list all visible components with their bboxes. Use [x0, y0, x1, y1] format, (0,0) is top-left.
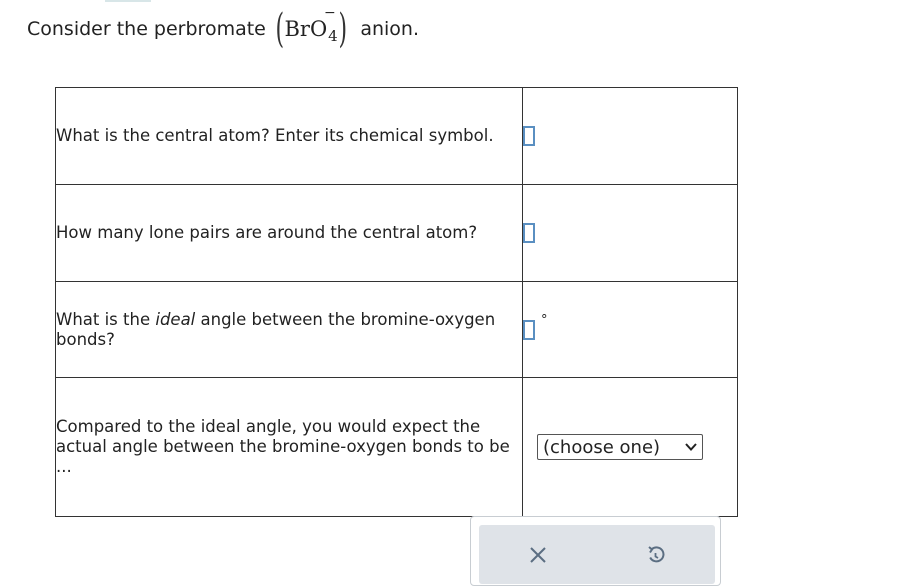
question-table: [55, 87, 738, 517]
undo-icon: [645, 544, 667, 566]
answer-toolbar: [470, 516, 721, 586]
ideal-angle-input[interactable]: [523, 320, 535, 340]
formula-open-paren: (: [275, 6, 284, 52]
select-value: (choose one): [543, 436, 661, 458]
formula-main: BrO: [284, 17, 328, 41]
chevron-down-icon: [684, 442, 698, 452]
question-text: angle between the bromine-oxygen bonds?: [56, 309, 496, 349]
perbromate-formula: [272, 5, 350, 52]
clear-button[interactable]: [479, 525, 597, 584]
question-prefix: Consider the perbromate: [27, 18, 266, 40]
row-question: What is the central atom? Enter its chemical symbol.: [56, 88, 523, 185]
row-question: Compared to the ideal angle, you would expect the actual angle between the bromine-oxygen bonds to be ...: [56, 378, 523, 517]
lone-pairs-input[interactable]: [523, 223, 535, 243]
row-question: How many lone pairs are around the central atom?: [56, 185, 523, 282]
formula-close-paren: ): [338, 6, 347, 52]
degree-unit: °: [541, 313, 548, 329]
angle-comparison-select[interactable]: [537, 434, 703, 460]
row-answer: [523, 282, 738, 378]
x-icon: [527, 544, 549, 566]
undo-button[interactable]: [597, 525, 715, 584]
formula-subscript: 4: [328, 27, 338, 45]
question-suffix: anion.: [360, 18, 419, 40]
formula-charge: −: [323, 5, 336, 21]
table-row: [56, 88, 738, 185]
row-answer: [523, 185, 738, 282]
question-prompt: [27, 6, 419, 52]
table-row: [56, 378, 738, 517]
toolbar-buttons: [479, 525, 715, 584]
formula-body: [284, 5, 338, 45]
table-row: [56, 185, 738, 282]
table-row: [56, 282, 738, 378]
row-answer: [523, 88, 738, 185]
row-answer: [523, 378, 738, 517]
question-text: What is the: [56, 309, 156, 329]
top-accent-bar: [105, 0, 151, 2]
question-emphasis: ideal: [155, 309, 196, 329]
row-question: [56, 282, 523, 378]
central-atom-input[interactable]: [523, 126, 535, 146]
